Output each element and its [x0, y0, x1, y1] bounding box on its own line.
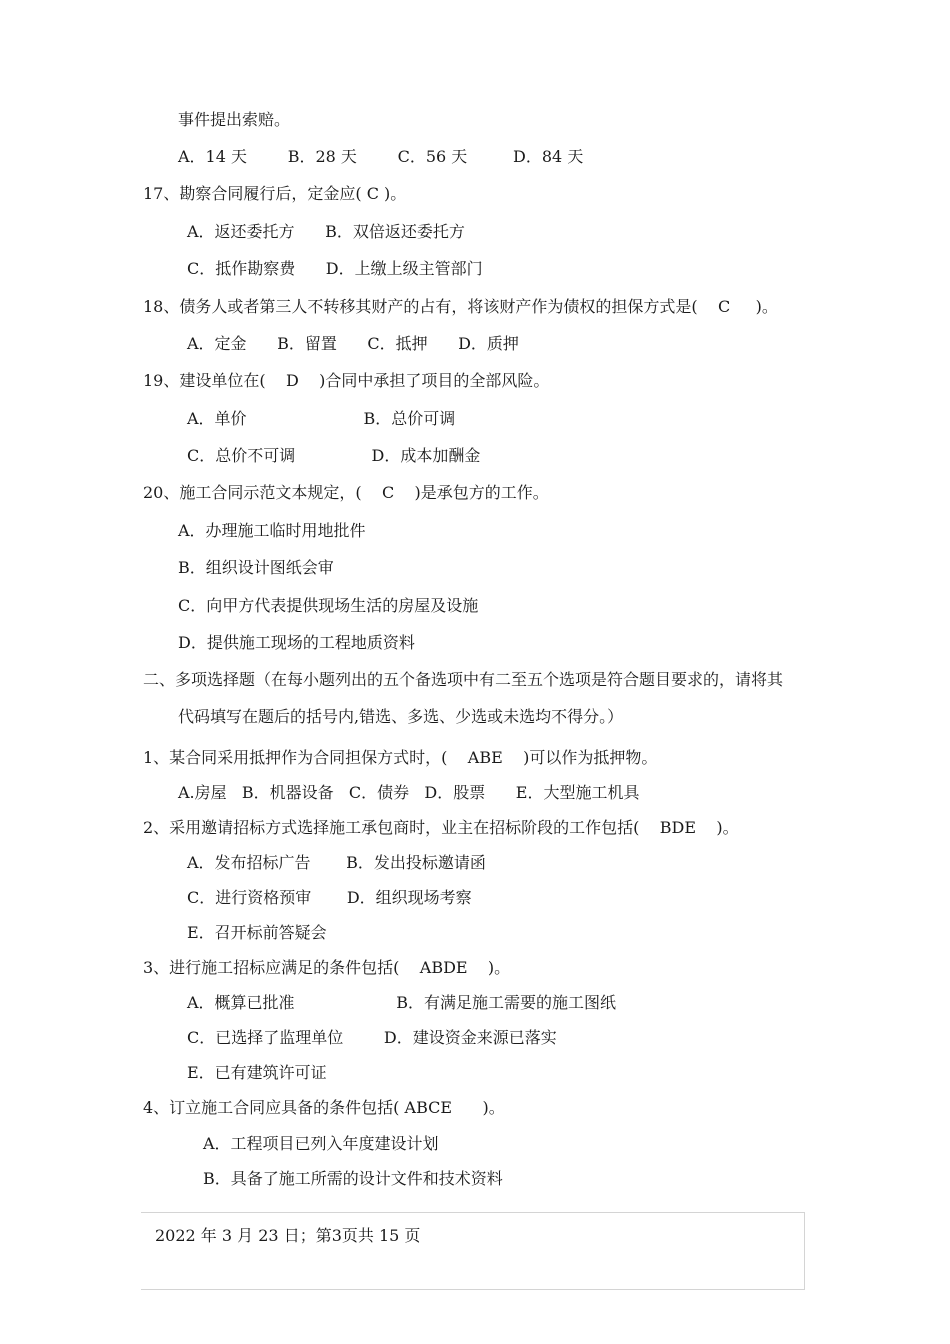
page-footer: [141, 1212, 805, 1290]
question-19: 19、建设单位在( D )合同中承担了项目的全部风险。: [143, 371, 550, 390]
text-line: C．总价不可调 D．成本加酬金: [187, 446, 481, 465]
question-17: 17、勘察合同履行后，定金应( C )。: [143, 184, 407, 203]
question-m3: 3、进行施工招标应满足的条件包括( ABDE )。: [143, 958, 511, 977]
text-line: A．定金 B．留置 C．抵押 D．质押: [187, 334, 519, 353]
text-line: A．工程项目已列入年度建设计划: [203, 1134, 439, 1153]
text-line: A．返还委托方 B．双倍返还委托方: [187, 222, 465, 241]
text-line: 代码填写在题后的括号内,错选、多选、少选或未选均不得分。）: [178, 707, 624, 726]
text-line: A．14 天 B．28 天 C．56 天 D．84 天: [178, 147, 584, 166]
text-line: 事件提出索赔。: [178, 110, 291, 129]
text-line: C．向甲方代表提供现场生活的房屋及设施: [178, 596, 479, 615]
text-line: B．组织设计图纸会审: [178, 558, 334, 577]
question-18: 18、债务人或者第三人不转移其财产的占有，将该财产作为债权的担保方式是( C )。: [143, 297, 778, 316]
text-line: A.房屋 B．机器设备 C．债券 D．股票 E．大型施工机具: [178, 783, 640, 802]
text-line: E．召开标前答疑会: [187, 923, 327, 942]
text-line: E．已有建筑许可证: [187, 1063, 327, 1082]
question-20: 20、施工合同示范文本规定，( C )是承包方的工作。: [143, 483, 549, 502]
text-line: A．发布招标广告 B．发出投标邀请函: [187, 853, 486, 872]
text-line: D．提供施工现场的工程地质资料: [178, 633, 415, 652]
text-line: C．已选择了监理单位 D．建设资金来源已落实: [187, 1028, 557, 1047]
text-line: A．办理施工临时用地批件: [178, 521, 366, 540]
question-m2: 2、采用邀请招标方式选择施工承包商时，业主在招标阶段的工作包括( BDE )。: [143, 818, 739, 837]
text-line: B．具备了施工所需的设计文件和技术资料: [203, 1169, 503, 1188]
section-heading: 二、多项选择题（在每小题列出的五个备选项中有二至五个选项是符合题目要求的，请将其: [143, 670, 784, 689]
footer-date-page: 2022 年 3 月 23 日；第3页共 15 页: [155, 1226, 421, 1245]
text-line: C．抵作勘察费 D．上缴上级主管部门: [187, 259, 483, 278]
question-m1: 1、某合同采用抵押作为合同担保方式时，( ABE )可以作为抵押物。: [143, 748, 658, 767]
question-m4: 4、订立施工合同应具备的条件包括( ABCE )。: [143, 1098, 505, 1117]
text-line: C．进行资格预审 D．组织现场考察: [187, 888, 472, 907]
text-line: A．概算已批准 B．有满足施工需要的施工图纸: [187, 993, 617, 1012]
text-line: A．单价 B．总价可调: [187, 409, 456, 428]
